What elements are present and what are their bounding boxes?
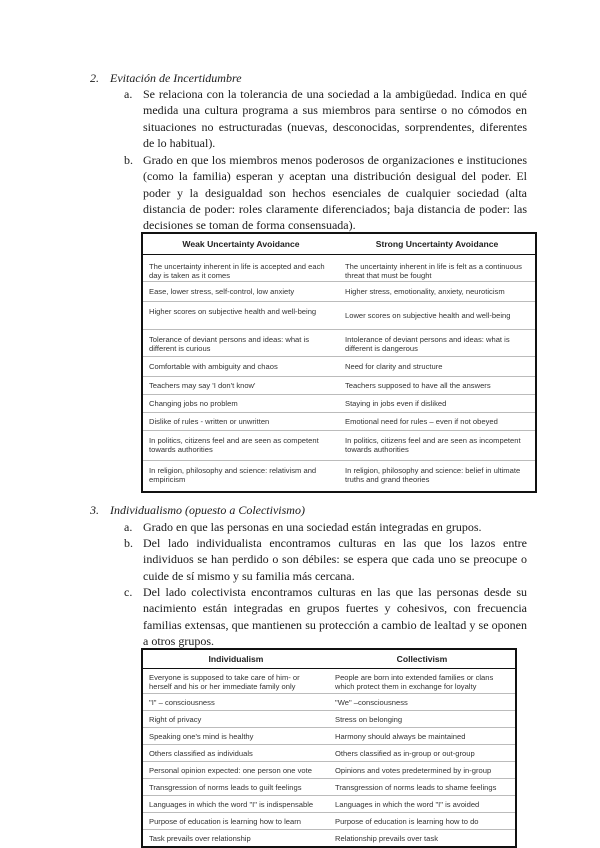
list-item [124, 86, 527, 151]
list-item [124, 152, 527, 233]
table-cell: Others classified as individuals [142, 744, 329, 761]
table-cell: Opinions and votes predetermined by in-group [329, 761, 516, 778]
list-item-text: Grado en que los miembros menos poderosos de organizaciones e instituciones (como la familia) esperan y aceptan una distribución desigual del poder. El poder y la desigualdad son hechos esenciales de cualquier sociedad (alta distancia de poder: roles claramente diferenciados; baja distancia de poder: las decisiones se toman de forma consensuada). [143, 153, 527, 233]
uncertainty-avoidance-table [141, 232, 537, 493]
list-marker: a. [124, 520, 133, 534]
table-cell: Right of privacy [142, 710, 329, 727]
table-cell: Transgression of norms leads to guilt feelings [142, 778, 329, 795]
table-cell: "We" –consciousness [329, 693, 516, 710]
table-cell: Purpose of education is learning how to learn [142, 812, 329, 829]
table-cell: Staying in jobs even if disliked [339, 394, 536, 412]
list-marker: b. [124, 153, 133, 167]
table-cell: Transgression of norms leads to shame feelings [329, 778, 516, 795]
table-cell: In religion, philosophy and science: relativism and empiricism [142, 460, 339, 492]
table-header: Strong Uncertainty Avoidance [339, 233, 536, 254]
list-marker: a. [124, 87, 133, 101]
table-cell: The uncertainty inherent in life is accepted and each day is taken as it comes [149, 261, 325, 280]
table-header: Collectivism [329, 649, 516, 668]
table-cell: In politics, citizens feel and are seen as incompetent towards authorities [339, 430, 536, 460]
list-marker: c. [124, 585, 133, 599]
table-cell: Higher scores on subjective health and well-being [142, 301, 339, 329]
table-cell: In religion, philosophy and science: belief in ultimate truths and grand theories [339, 460, 536, 492]
section-number: 2. [90, 71, 99, 85]
table-cell: "I" – consciousness [142, 693, 329, 710]
list-item [124, 519, 527, 535]
table-cell: Teachers may say 'I don't know' [142, 376, 339, 394]
list-item-text: Del lado colectivista encontramos culturas en las que las personas desde su nacimiento están integradas en grupos fuertes y cohesivos, con frecuencia familias extensas, que mantienen su protección a cambio de lealtad y se oponen a otros grupos. [143, 585, 527, 648]
table-cell: People are born into extended families or clans which protect them in exchange for loyalty [335, 672, 494, 691]
table-cell: Relationship prevails over task [329, 829, 516, 847]
table-header: Weak Uncertainty Avoidance [142, 233, 339, 254]
table-cell: Need for clarity and structure [339, 356, 536, 376]
section-title: Evitación de Incertidumbre [110, 71, 242, 85]
list-marker: b. [124, 536, 133, 550]
table-cell: Teachers supposed to have all the answers [339, 376, 536, 394]
list-item [124, 584, 527, 649]
table-cell: Intolerance of deviant persons and ideas: what is different is dangerous [339, 329, 536, 356]
table-cell: Dislike of rules - written or unwritten [142, 412, 339, 430]
section-number: 3. [90, 503, 99, 517]
table-cell: Task prevails over relationship [142, 829, 329, 847]
table-cell: Everyone is supposed to take care of him- or herself and his or her immediate family only [149, 672, 300, 691]
table-cell: Others classified as in-group or out-group [329, 744, 516, 761]
table-cell: Harmony should always be maintained [329, 727, 516, 744]
table-cell: The uncertainty inherent in life is felt as a continuous threat that must be fought [345, 261, 522, 280]
table-cell: Personal opinion expected: one person one vote [142, 761, 329, 778]
list-item [124, 535, 527, 584]
table-cell: Stress on belonging [329, 710, 516, 727]
individualism-collectivism-table [141, 648, 517, 848]
list-item-text: Se relaciona con la tolerancia de una sociedad a la ambigüedad. Indica en qué medida una cultura programa a sus miembros para sentirse o no cómodos en situaciones no estructuradas (nuevas, desconocidas, sorprendentes, diferentes de lo habitual). [143, 87, 527, 150]
table-cell: Tolerance of deviant persons and ideas: what is different is curious [142, 329, 339, 356]
table-cell: Emotional need for rules – even if not obeyed [339, 412, 536, 430]
table-cell: Lower scores on subjective health and well-being [339, 301, 536, 329]
table-cell: Speaking one's mind is healthy [142, 727, 329, 744]
table-cell: Languages in which the word "I" is avoided [329, 795, 516, 812]
table-header: Individualism [142, 649, 329, 668]
list-item-text: Del lado individualista encontramos culturas en las que los lazos entre individuos se han perdido o son débiles: se espera que cada uno se preocupe o cuide de sí mismo y su familia más cercana. [143, 536, 527, 583]
table-cell: Ease, lower stress, self-control, low anxiety [142, 281, 339, 301]
table-cell: Changing jobs no problem [142, 394, 339, 412]
table-cell: Higher stress, emotionality, anxiety, neuroticism [339, 281, 536, 301]
section-heading [90, 71, 242, 86]
list-item-text: Grado en que las personas en una sociedad están integradas en grupos. [143, 520, 482, 534]
table-cell: Purpose of education is learning how to do [329, 812, 516, 829]
table-cell: Languages in which the word "I" is indispensable [142, 795, 329, 812]
section-heading [90, 503, 305, 518]
table-cell: In politics, citizens feel and are seen as competent towards authorities [142, 430, 339, 460]
section-title: Individualismo (opuesto a Colectivismo) [110, 503, 305, 517]
table-cell: Comfortable with ambiguity and chaos [142, 356, 339, 376]
